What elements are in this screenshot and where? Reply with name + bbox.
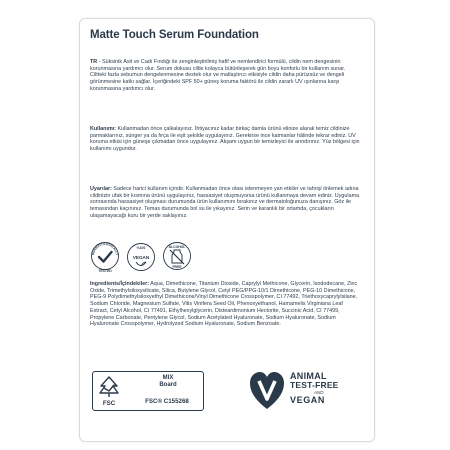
dermatologically-tested-icon (90, 241, 120, 273)
fsc-mix-line-2: Board (159, 382, 177, 388)
description-text: Süksinik Asit ve Cadı Fındığı ile zenginleştirilmiş hafif ve nemlendirici formülü, cildin nem dengesinin korunmasına yardımcı olur. Serum dokusu ciltle kolayca bütünleşerek gün boyu konforlu bir kullanım sunar. Ciltteki fazla sebumun dengelenmesine destek olur ve matlaştırıcı etkisiyle cildin daha pürüzsüz ve dengeli görünmesine katkı sağlar. İçeriğindeki SPF 50+ güneş koruma faktörü ile cildin zararlı UV ışınlarına karşı korunmasına yardımcı olur. (90, 59, 346, 92)
animal-test-free-vegan-logo (248, 369, 368, 413)
vegan-cert-line-3: AND (314, 390, 324, 395)
vegan-cert-line-1: ANIMAL (290, 371, 327, 381)
ingredients-section (90, 281, 362, 328)
fsc-brand-text: FSC (102, 400, 116, 407)
fsc-certification-logo (92, 371, 204, 411)
badge-1-top-label: DERMATOLOGICALLY (90, 241, 120, 256)
usage-section (90, 126, 362, 153)
vegan-cert-text (290, 371, 368, 405)
fsc-license-code: FSC® C155268 (145, 398, 189, 405)
vegan-cert-line-2: TEST-FREE (290, 380, 339, 390)
heart-v-icon (248, 369, 286, 413)
ingredients-text: Aqua, Dimethicone, Titanium Dioxide, Caprylyl Methicone, Glycerin, Isododecane, Zinc Oxide, Trimethylsiloxysilicate, Silica, Butylene Glycol, Cetyl PEG/PPG-10/1 Dimethicone, PEG-10 Dimethicone, PEG-9 Polydimethylsiloxyethyl Dimethicone/Vinyl Dimethicone Crosspolymer, CI 77492, Triethoxycaprylylsilane, Sodium Chloride, Magnesium Sulfate, Vitis Vinifera Seed Oil, Phenoxyethanol, Hamamelis Virginiana Leaf Extract, Cetyl Alcohol, CI 77491, Ethylhexylglycerin, Disteardimonium Hectorite, Succinic Acid, CI 77499, Propylene Carbonate, Pentylene Glycol, Sodium Acetylated Hyaluronate, Sodium Hyaluronate, Sodium Hyaluronate Crosspolymer, Hydrolyzed Sodium Hyaluronate, Sodium Benzoate. (90, 281, 358, 328)
fsc-tree-icon (96, 374, 122, 408)
warnings-text: Sadece harici kullanım içindir. Kullanmadan önce olası istenmeyen yan etkiler ve tahrişi önlemek adına cildinizin ufak bir kısmına ürünü uygulayınız, hassasiyet oluşmuyorsa ürünü kullanmaya devam ediniz. Uygulama sonrasında hassasiyet oluşması durumunda ürün kullanımını bırakınız ve dermatoloğunuza danışınız. Göz ile temasından kaçınınız. Temas durumunda bol su ile yıkayınız. Serin ve karanlık bir ortamda, çocukların ulaşamayacağı kuru bir yerde saklayınız. (90, 186, 360, 219)
ingredients-heading: Ingredients/İçindekiler: (90, 281, 150, 287)
badge-3-top-label: ALCOHOL (168, 244, 186, 249)
badge-3-bottom-label: FREE (172, 265, 182, 269)
svg-text:DERMATOLOGICALLY (91, 242, 119, 257)
warnings-section (90, 186, 362, 220)
vegan-badge-icon (126, 241, 156, 273)
badge-1-bottom-label: TESTED (98, 269, 112, 273)
badge-2-top-label: %100 (136, 246, 146, 251)
warnings-heading: Uyarılar: (90, 186, 112, 192)
vegan-cert-line-4: VEGAN (290, 395, 326, 405)
product-description (90, 59, 362, 93)
language-separator: - (97, 59, 102, 65)
usage-heading: Kullanımı: (90, 126, 117, 132)
product-label-panel (79, 18, 375, 442)
alcohol-free-icon (162, 241, 192, 273)
product-title: Matte Touch Serum Foundation (90, 29, 259, 41)
certification-badges (90, 241, 240, 273)
usage-text: Kullanmadan önce çalkalayınız. İhtiyacınız kadar birkaç damla ürünü elinize alarak temiz cildinize parmaklarınız, sünger ya da fırça ile eşit şekilde uygulayınız. Gerekirse ince katmanlar hâlinde tekrar ediniz. UV koruma etkisi için güneşe çıkmadan önce uygulayınız. Akşam uygun bir temizleyici ile arındırınız. Yüz bölgesi için kullanımı uygundur. (90, 126, 360, 153)
badge-2-center-label: VEGAN (132, 255, 150, 260)
fsc-mix-line-1: MIX (162, 375, 174, 381)
language-code: TR (90, 59, 98, 65)
fsc-mix-label (136, 375, 200, 389)
